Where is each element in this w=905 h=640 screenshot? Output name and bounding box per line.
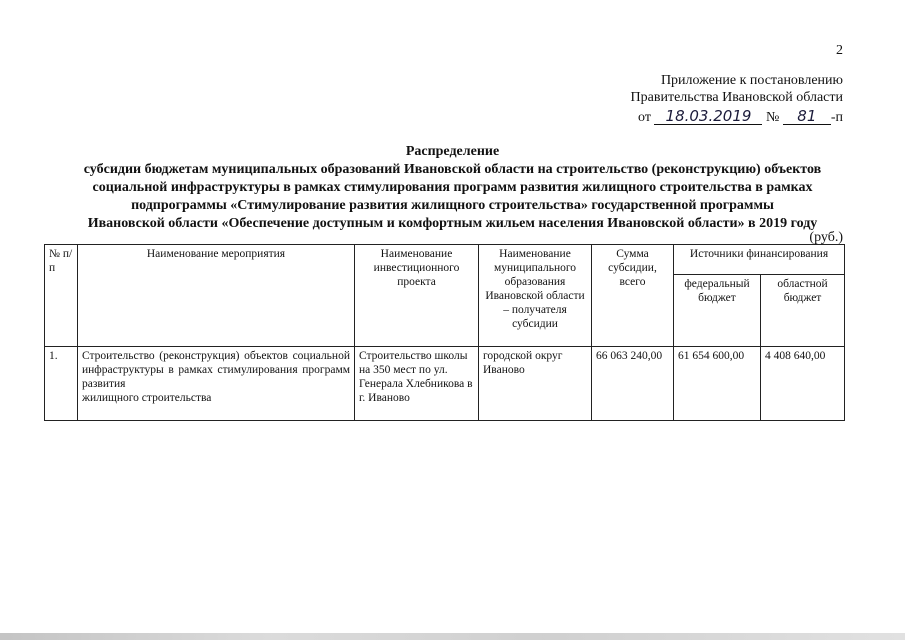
header-federal: федеральный бюджет	[674, 275, 761, 347]
header-regional: областной бюджет	[761, 275, 845, 347]
handwritten-number: 81	[783, 108, 831, 125]
appendix-from-label: от	[638, 110, 651, 125]
table-row	[45, 347, 845, 421]
row-regional: 4 408 640,00	[761, 347, 845, 421]
row-event	[78, 347, 355, 421]
page-number: 2	[836, 43, 843, 58]
number-suffix: -п	[830, 110, 843, 125]
title-line-2: социальной инфраструктуры в рамках стимулирования программ развития жилищного строительства в рамках	[92, 180, 813, 195]
row-total: 66 063 240,00	[592, 347, 674, 421]
appendix-line2: Правительства Ивановской области	[630, 90, 843, 105]
document-title: Распределение	[405, 144, 500, 159]
header-municipality: Наименование муниципального образования Ивановской области – получателя субсидии	[479, 245, 592, 347]
row-federal: 61 654 600,00	[674, 347, 761, 421]
row-municipality: городской округ Иваново	[479, 347, 592, 421]
header-total: Сумма субсидии, всего	[592, 245, 674, 347]
title-line-3: подпрограммы «Стимулирование развития жилищного строительства» государственной программы	[131, 198, 774, 213]
handwritten-date: 18.03.2019	[654, 108, 762, 125]
row-event-main: Строительство (реконструкция) объектов социальной инфраструктуры в рамках стимулирования программ развития	[82, 350, 350, 390]
appendix-line1: Приложение к постановлению	[660, 73, 843, 88]
currency-note: (руб.)	[809, 230, 843, 245]
row-event-last: жилищного строительства	[82, 392, 212, 404]
header-num: № п/п	[45, 245, 78, 347]
scan-edge-artifact	[0, 633, 905, 640]
header-event: Наименование мероприятия	[78, 245, 355, 347]
subsidy-table	[44, 244, 845, 421]
title-line-1: субсидии бюджетам муниципальных образований Ивановской области на строительство (реконструкцию) объектов	[83, 162, 822, 177]
appendix-date-number-line	[638, 108, 843, 126]
title-line-4: Ивановской области «Обеспечение доступным и комфортным жильем населения Ивановской области» в 2019 году	[87, 216, 818, 231]
row-project: Строительство школы на 350 мест по ул. Генерала Хлебникова в г. Иваново	[355, 347, 479, 421]
header-project: Наименование инвестиционного проекта	[355, 245, 479, 347]
row-num: 1.	[45, 347, 78, 421]
number-sign: №	[765, 110, 780, 125]
header-sources: Источники финансирования	[674, 245, 845, 275]
